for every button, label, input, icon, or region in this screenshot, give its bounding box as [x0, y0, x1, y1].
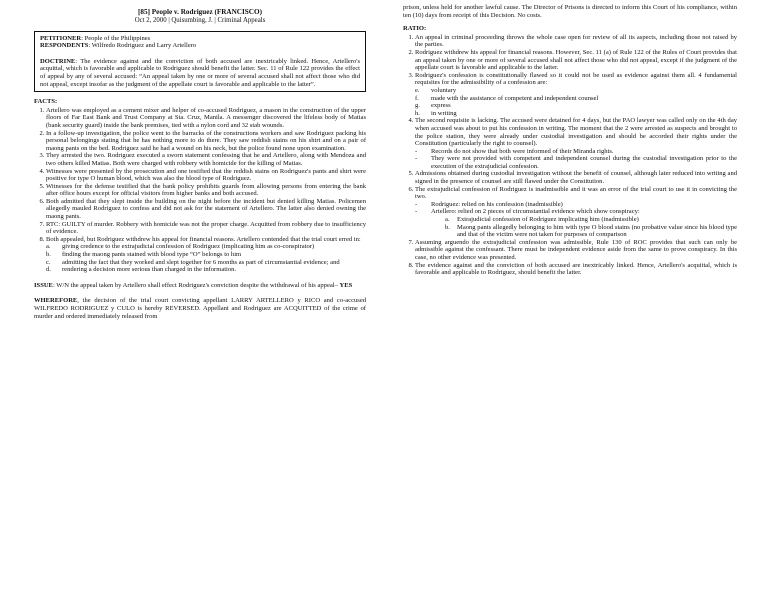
error-text: finding the maong pants stained with blood type “O” belongs to him: [62, 251, 242, 259]
issue-label: ISSUE: [34, 281, 53, 289]
case-title: [85] People v. Rodriguez (FRANCISCO): [138, 8, 262, 16]
case-subtitle: Oct 2, 2000 | Quisumbing, J. | Criminal Appeals: [134, 16, 266, 24]
fact-item: 4. Witnesses were presented by the prosecution and one testified that the reddish stains on Rodriguez's pants and shirt were positive for type O human blood, which was also the blood type of Rodriguez.: [46, 168, 366, 183]
requisite-text: in writing: [431, 109, 457, 117]
error-item: [46, 243, 366, 251]
dash-item: - Artellero: relied on 2 pieces of circumstantial evidence which show conspiracy: a. Extrajudicial confession of Rodriguez implicating him (inadmissible) b. Maong pants allegedly belonging to him with type O blood stains (no probative value since his blood type and that of the victim were not taken for purposes of comparison: [415, 208, 737, 239]
requisite-item: [415, 102, 737, 110]
requisite-marker: e.: [415, 86, 420, 94]
error-text: rendering a decision more serious than charged in the information.: [62, 266, 237, 274]
dash-item: - Records do not show that both were informed of their Miranda rights.: [415, 147, 614, 155]
wherefore-text: , the decision of the trial court convicting appellant LARRY ARTELLERO y RICO and co-accused WILFREDO RODRIGUEZ y CULO is hereby REVERSED. Appellant and Rodriguez are ACQUITTED of the crime of murder and ordered immediately released from: [34, 297, 366, 320]
left-column: [34, 4, 366, 327]
ratio-item: 8. The evidence against and the conviction of both accused are inextricably linked. Hence, Artellero's acquittal, which is favorable and applicable to Rodriguez, should benefit the latter.: [415, 262, 737, 277]
doctrine-label: DOCTRINE: [40, 57, 76, 65]
ratio-list: [403, 34, 737, 277]
dash-item: - They were not provided with competent and independent counsel during the custodial investigation prior to the execution of the extrajudicial confession.: [415, 155, 737, 170]
ratio-heading: RATIO:: [403, 25, 427, 33]
requisite-marker: g.: [415, 102, 420, 110]
requisite-text: voluntary: [431, 86, 457, 94]
ratio-item: [415, 186, 737, 239]
facts-section: [34, 98, 366, 274]
facts-label: FACTS: [34, 98, 55, 106]
petitioner-label: PETITIONER: [40, 34, 82, 42]
fact-item-text: Both appealed, but Rodriguez withdrew his appeal for financial reasons. Artellero contended that the trial court erred in:: [46, 235, 361, 243]
dash-item-text: Artellero: relied on 2 pieces of circumstantial evidence which show conspiracy:: [431, 208, 640, 216]
evidence-list: [415, 201, 737, 239]
ratio-item-text: Rodriguez's confession is constitutionally flawed so it could not be used as evidence against them all. 4 fundamental requisites for the admissibility of a confession are:: [415, 71, 737, 87]
fact-item: [46, 236, 366, 274]
ratio-item: [415, 117, 737, 170]
facts-heading: FACTS:: [34, 98, 58, 106]
requisite-item: [415, 110, 737, 118]
error-marker: a.: [46, 243, 51, 251]
error-item: [46, 266, 366, 274]
wherefore-continuation: prison, unless held for another lawful cause. The Director of Prisons is directed to inform this Court of his compliance, within ten (10) days from receipt of this Decision. No costs.: [403, 4, 737, 19]
respondents-label: RESPONDENTS: [40, 42, 89, 50]
fact-item: 6. Both admitted that they slept inside the building on the night before the incident but denied killing Matias. Policemen allegedly mauled Rodriguez to confess and did not ask for the statement of Artellero. The latter also denied owning the maong pants.: [46, 198, 366, 221]
circumstantial-item: [445, 216, 737, 224]
fact-item: 1. Artellero was employed as a cement mixer and helper of co-accused Rodriguez, a mason in the construction of the upper floors of Far East Bank and Trust Company at Sta. Cruz, Manila. A messenger discovered the lifeless body of Matias (bank security guard) inside the bank premises, tied with a nylon cord and 32 stab wounds.: [46, 107, 366, 130]
wherefore-paragraph: [34, 297, 366, 320]
right-column: [403, 4, 737, 277]
respondents-value: : Wilfredo Rodriguez and Larry Artellero: [88, 42, 197, 50]
ratio-item: 1. An appeal in criminal proceeding throws the whole case open for review of all its aspects, including those not raised by the parties.: [415, 34, 737, 49]
ratio-item: [415, 72, 737, 118]
issue-paragraph: [34, 282, 366, 290]
requisite-item: [415, 95, 737, 103]
petitioner-value: : People of the Philippines: [81, 34, 151, 42]
ratio-label: RATIO: [403, 25, 424, 33]
error-marker: d.: [46, 266, 51, 274]
error-item: [46, 259, 366, 267]
doctrine-paragraph: [40, 58, 360, 88]
dash-item-text: They were not provided with competent and independent counsel during the custodial investigation prior to the execution of the extrajudicial confession.: [431, 155, 737, 170]
wherefore-label: WHEREFORE: [34, 297, 78, 305]
circumstantial-text: Maong pants allegedly belonging to him with type O blood stains (no probative value since his blood type and that of the victim were not taken for purposes of comparison: [457, 223, 737, 239]
circumstantial-list: [431, 216, 737, 239]
miranda-list: [415, 148, 737, 171]
ratio-item: 5. Admissions obtained during custodial investigation without the benefit of counsel, although later reduced into writing and signed in the presence of counsel are still flawed under the Constitution.: [415, 170, 737, 185]
issue-answer: YES: [339, 281, 353, 289]
issue-text: : W/N the appeal taken by Artellero shall effect Rodriguez's conviction despite the withdrawal of his appeal–: [52, 281, 340, 289]
requisite-marker: f.: [415, 94, 419, 102]
dash-item-text: Rodriguez: relied on his confession (inadmissible): [431, 200, 563, 208]
case-summary-box: [34, 31, 366, 93]
dash-item: - Rodriguez: relied on his confession (inadmissible): [415, 200, 563, 208]
error-text: admitting the fact that they worked and slept together for 6 months as part of circumstantial evidence; and: [62, 258, 340, 266]
requisite-marker: h.: [415, 109, 420, 117]
petitioner-line: [40, 35, 360, 43]
requisite-item: [415, 87, 737, 95]
error-marker: b.: [46, 251, 51, 259]
ratio-item: 2. Rodriguez withdrew his appeal for financial reasons. However, Sec. 11 (a) of Rule 122 of the Rules of Court provides that an appeal taken by one or more of several accused shall not affect those who did not appeal, except if the judgment of the appellate court is favorable and applicable to the latter.: [415, 49, 737, 72]
requisites-list: [415, 87, 737, 117]
dash-item-text: Records do not show that both were informed of their Miranda rights.: [431, 147, 614, 155]
facts-list: [34, 107, 366, 274]
circumstantial-marker: a.: [445, 216, 450, 224]
ratio-item-text: The extrajudicial confession of Rodriguez is inadmissible and it was an error of the trial court to use it in convicting the two.: [415, 185, 737, 201]
circumstantial-marker: b.: [445, 223, 450, 231]
requisite-text: made with the assistance of competent and independent counsel: [431, 94, 599, 102]
fact-item: 2. In a follow-up investigation, the police went to the barracks of the constructions workers and saw Rodriguez packing his personal belongings stating that he has nothing more to do there. They saw reddish stains on his shirt and on a pair of maong pants on the bed. Rodriguez said he had a wound on his neck, but the police found none upon examination.: [46, 130, 366, 153]
requisite-text: express: [431, 102, 451, 110]
fact-item: 7. RTC: GUILTY of murder. Robbery with homicide was not the proper charge. Acquitted from robbery due to insufficiency of evidence.: [46, 221, 366, 236]
ratio-item-text: The second requisite is lacking. The accused were detained for 4 days, but the PAO lawyer was called only on the 4th day when accused was about to put his confession in writing. The moment that the 2 were arrested as suspects and brought to the police station, they were already under custodial investigation and should be accorded their rights under the Constitution (particularly the right to counsel).: [415, 117, 737, 148]
circumstantial-item: [445, 224, 737, 239]
error-marker: c.: [46, 258, 51, 266]
doctrine-text: : The evidence against and the conviction of both accused are inextricably linked. Hence, Artellero's acquittal, which is favorable and applicable to Rodriguez should benefit the latter. Sec. 11 of Rule 122 provides the effect of appeal by any of several accused: “An appeal taken by one or more of several accused shall not affect those who did not appeal, except insofar as the judgment of the appellate court is favorable and applicable to the latter”.: [40, 57, 360, 88]
fact-item: 5. Witnesses for the defense testified that the bank policy prohibits guards from allowing persons from entering the bank after office hours except for official visitors from higher banks and both accused.: [46, 183, 366, 198]
ratio-item: 7. Assuming arguendo the extrajudicial confession was admissible, Rule 130 of ROC provides that such can only be admissible against the confessant. There must be independent evidence aside from the same to prove conspiracy. In this case, no other evidence was presented.: [415, 239, 737, 262]
error-text: giving credence to the extrajudicial confession of Rodriguez (implicating him as co-conspirator): [62, 243, 315, 251]
error-item: [46, 251, 366, 259]
fact-item: 3. They arrested the two. Rodriguez executed a sworn statement confessing that he and Artellero, along with Mendoza and two others killed Matias. Both were charged with robbery with homicide for the killing of Matias.: [46, 152, 366, 167]
respondents-line: [40, 42, 360, 50]
circumstantial-text: Extrajudicial confession of Rodriguez implicating him (inadmissible): [457, 216, 639, 224]
error-assignment-list: [46, 243, 366, 273]
ratio-section: [403, 25, 737, 277]
